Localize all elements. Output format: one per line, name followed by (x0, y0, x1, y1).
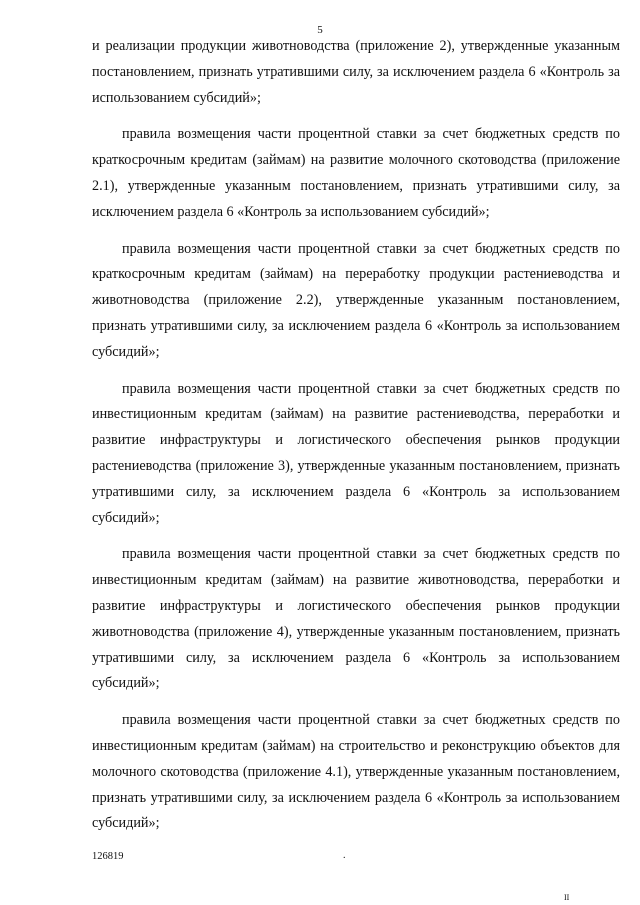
center-mark: . (343, 850, 346, 861)
corner-mark: II (564, 893, 570, 902)
paragraph-rules-4: правила возмещения части процентной ставки за счет бюджетных средств по инвестиционным кредитам (займам) на развитие животноводства, переработки и развитие инфраструктуры и логистического обеспечения рынков продукции животноводства (приложение 4), утвержденные указанным постановлением, признать утратившими силу, за исключением раздела 6 «Контроль за использованием субсидий»; (92, 546, 620, 692)
document-code: 126819 (92, 851, 124, 862)
paragraph-rules-3: правила возмещения части процентной ставки за счет бюджетных средств по инвестиционным кредитам (займам) на развитие растениеводства, переработки и развитие инфраструктуры и логистического обеспечения рынков продукции растениеводства (приложение 3), утвержденные указанным постановлением, признать утратившими силу, за исключением раздела 6 «Контроль за использованием субсидий»; (92, 380, 620, 526)
paragraph-rules-4-1: правила возмещения части процентной ставки за счет бюджетных средств по инвестиционным кредитам (займам) на строительство и реконструкцию объектов для молочного скотоводства (приложение 4.1), утвержденные указанным постановлением, признать утратившими силу, за исключением раздела 6 «Контроль за использованием субсидий»; (92, 712, 620, 832)
document-body (92, 34, 620, 848)
paragraph-rules-2-1: правила возмещения части процентной ставки за счет бюджетных средств по краткосрочным кредитам (займам) на развитие молочного скотоводства (приложение 2.1), утвержденные указанным постановлением, признать утратившими силу, за исключением раздела 6 «Контроль за использованием субсидий»; (92, 126, 620, 220)
paragraph-rules-2-2: правила возмещения части процентной ставки за счет бюджетных средств по краткосрочным кредитам (займам) на переработку продукции растениеводства и животноводства (приложение 2.2), утвержденные указанным постановлением, признать утратившими силу, за исключением раздела 6 «Контроль за использованием субсидий»; (92, 240, 620, 360)
page-number: 5 (317, 24, 323, 36)
paragraph-continuation: и реализации продукции животноводства (приложение 2), утвержденные указанным постановлением, признать утратившими силу, за исключением раздела 6 «Контроль за использованием субсидий»; (92, 38, 620, 106)
